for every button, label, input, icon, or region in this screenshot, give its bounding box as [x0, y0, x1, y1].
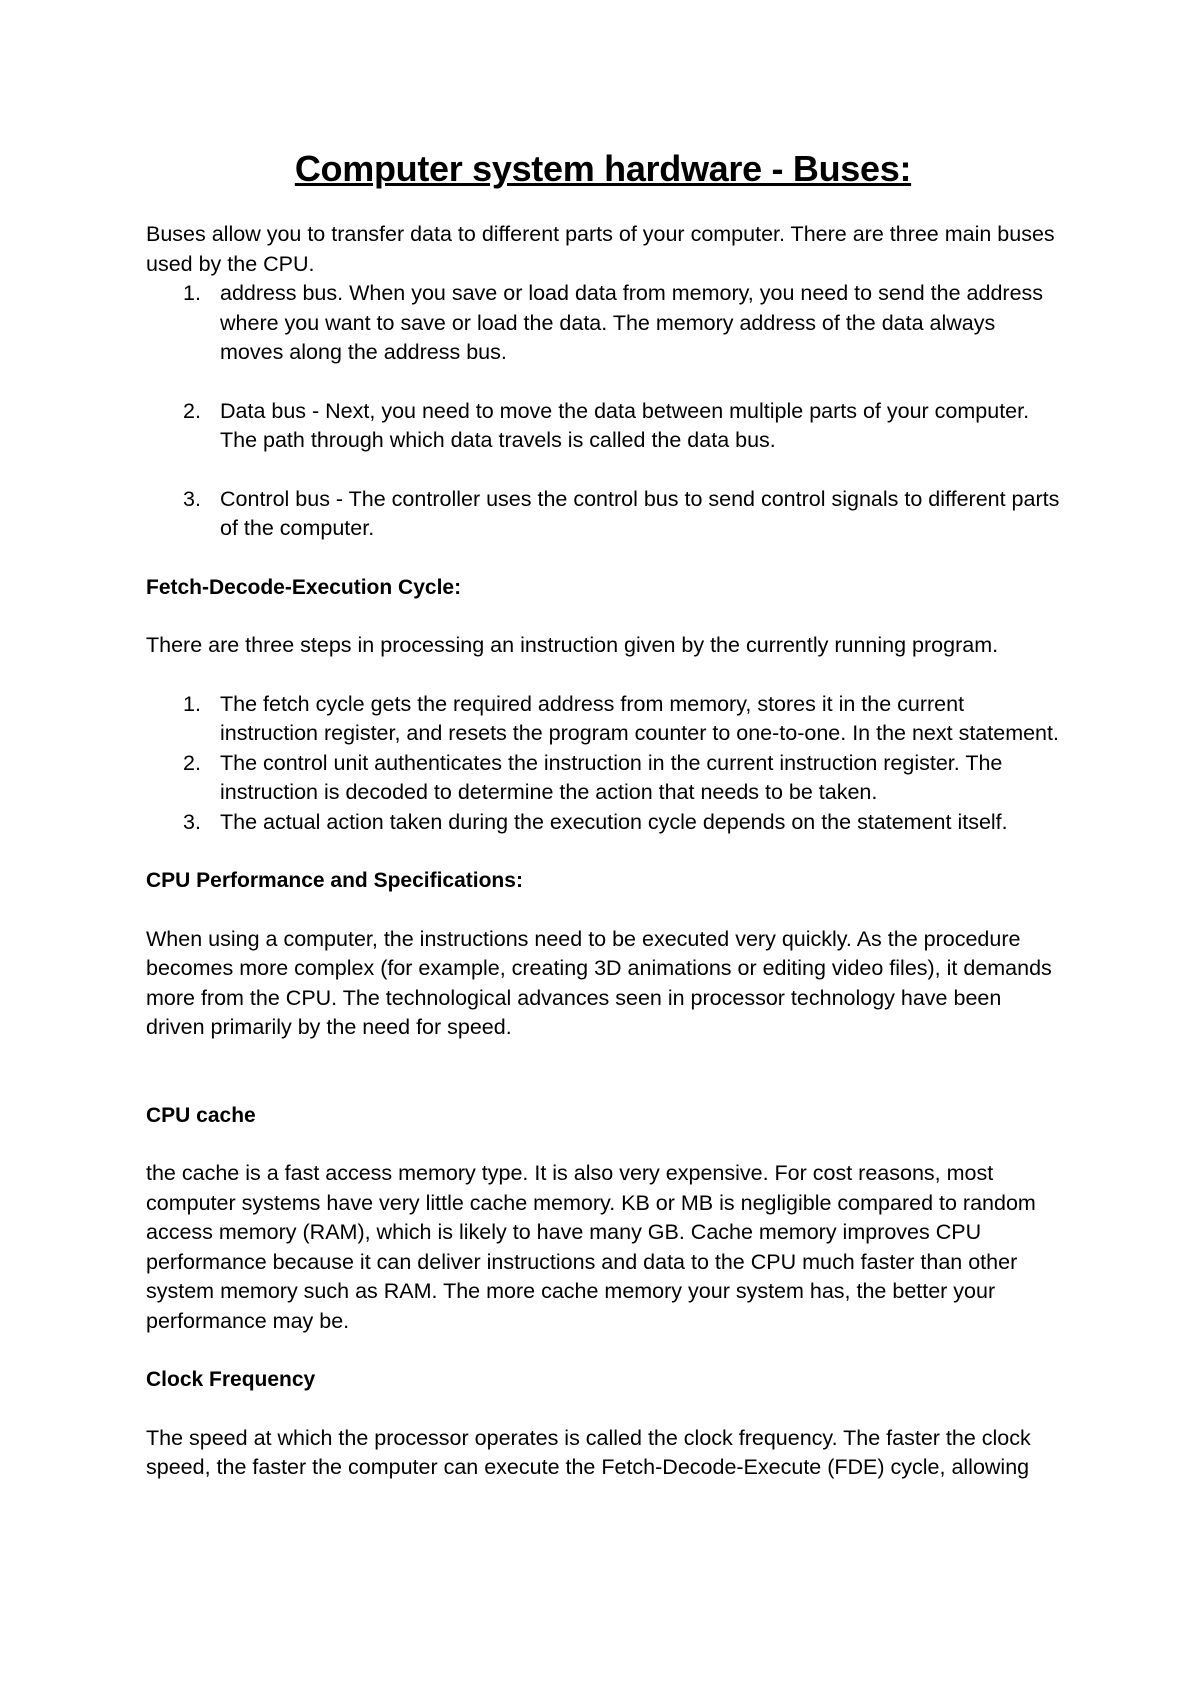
list-number: 3. [183, 809, 201, 834]
page-title: Computer system hardware - Buses: [294, 148, 912, 189]
clock-paragraph: The speed at which the processor operates is called the clock frequency. The faster the clock speed, the faster the computer can execute the Fetch-Decode-Execute (FDE) cycle, allowing [146, 1425, 1031, 1479]
cache-paragraph: the cache is a fast access memory type. It is also very expensive. For cost reasons, most computer systems have very little cache memory. KB or MB is negligible compared to random access memory (RAM), which is likely to have many GB. Cache memory improves CPU performance because it can deliver instructions and data to the CPU much faster than other system memory such as RAM. The more cache memory your system has, the better your performance may be. [146, 1161, 1036, 1333]
list-item [146, 485, 1060, 544]
list-number: 1. [183, 691, 201, 716]
list-item [146, 397, 1060, 456]
intro-paragraph: Buses allow you to transfer data to different parts of your computer. There are three main buses used by the CPU. [146, 222, 1055, 276]
list-number: 3. [183, 486, 201, 511]
list-text: The fetch cycle gets the required address from memory, stores it in the current instruction register, and resets the program counter to one-to-one. In the next statement. [220, 691, 1059, 745]
fde-steps-list [146, 690, 1060, 838]
list-number: 1. [183, 281, 201, 305]
list-text: Data bus - Next, you need to move the data between multiple parts of your computer. The path through which data travels is called the data bus. [220, 398, 1030, 452]
list-text: Control bus - The controller uses the control bus to send control signals to different parts of the computer. [220, 486, 1060, 540]
performance-paragraph: When using a computer, the instructions need to be executed very quickly. As the procedure becomes more complex (for example, creating 3D animations or editing video files), it demands more from the CPU. The technological advances seen in processor technology have been driven primarily by the need for speed. [146, 926, 1052, 1039]
list-text: The control unit authenticates the instruction in the current instruction register. The instruction is decoded to determine the action that needs to be taken. [220, 750, 1003, 804]
list-item [146, 808, 1060, 838]
list-number: 2. [183, 398, 201, 423]
fde-heading: Fetch-Decode-Execution Cycle: [146, 575, 462, 599]
cache-heading: CPU cache [146, 1103, 256, 1127]
clock-heading: Clock Frequency [146, 1368, 316, 1391]
list-item [146, 279, 1060, 368]
bus-list [146, 279, 1060, 544]
fde-intro: There are three steps in processing an instruction given by the currently running program. [146, 633, 999, 657]
list-text: address bus. When you save or load data from memory, you need to send the address where you want to save or load the data. The memory address of the data always moves along the address bus. [220, 281, 1044, 364]
list-item [146, 690, 1060, 749]
list-text: The actual action taken during the execution cycle depends on the statement itself. [220, 809, 1008, 834]
list-item [146, 749, 1060, 808]
list-number: 2. [183, 750, 201, 775]
performance-heading: CPU Performance and Specifications: [146, 869, 523, 892]
